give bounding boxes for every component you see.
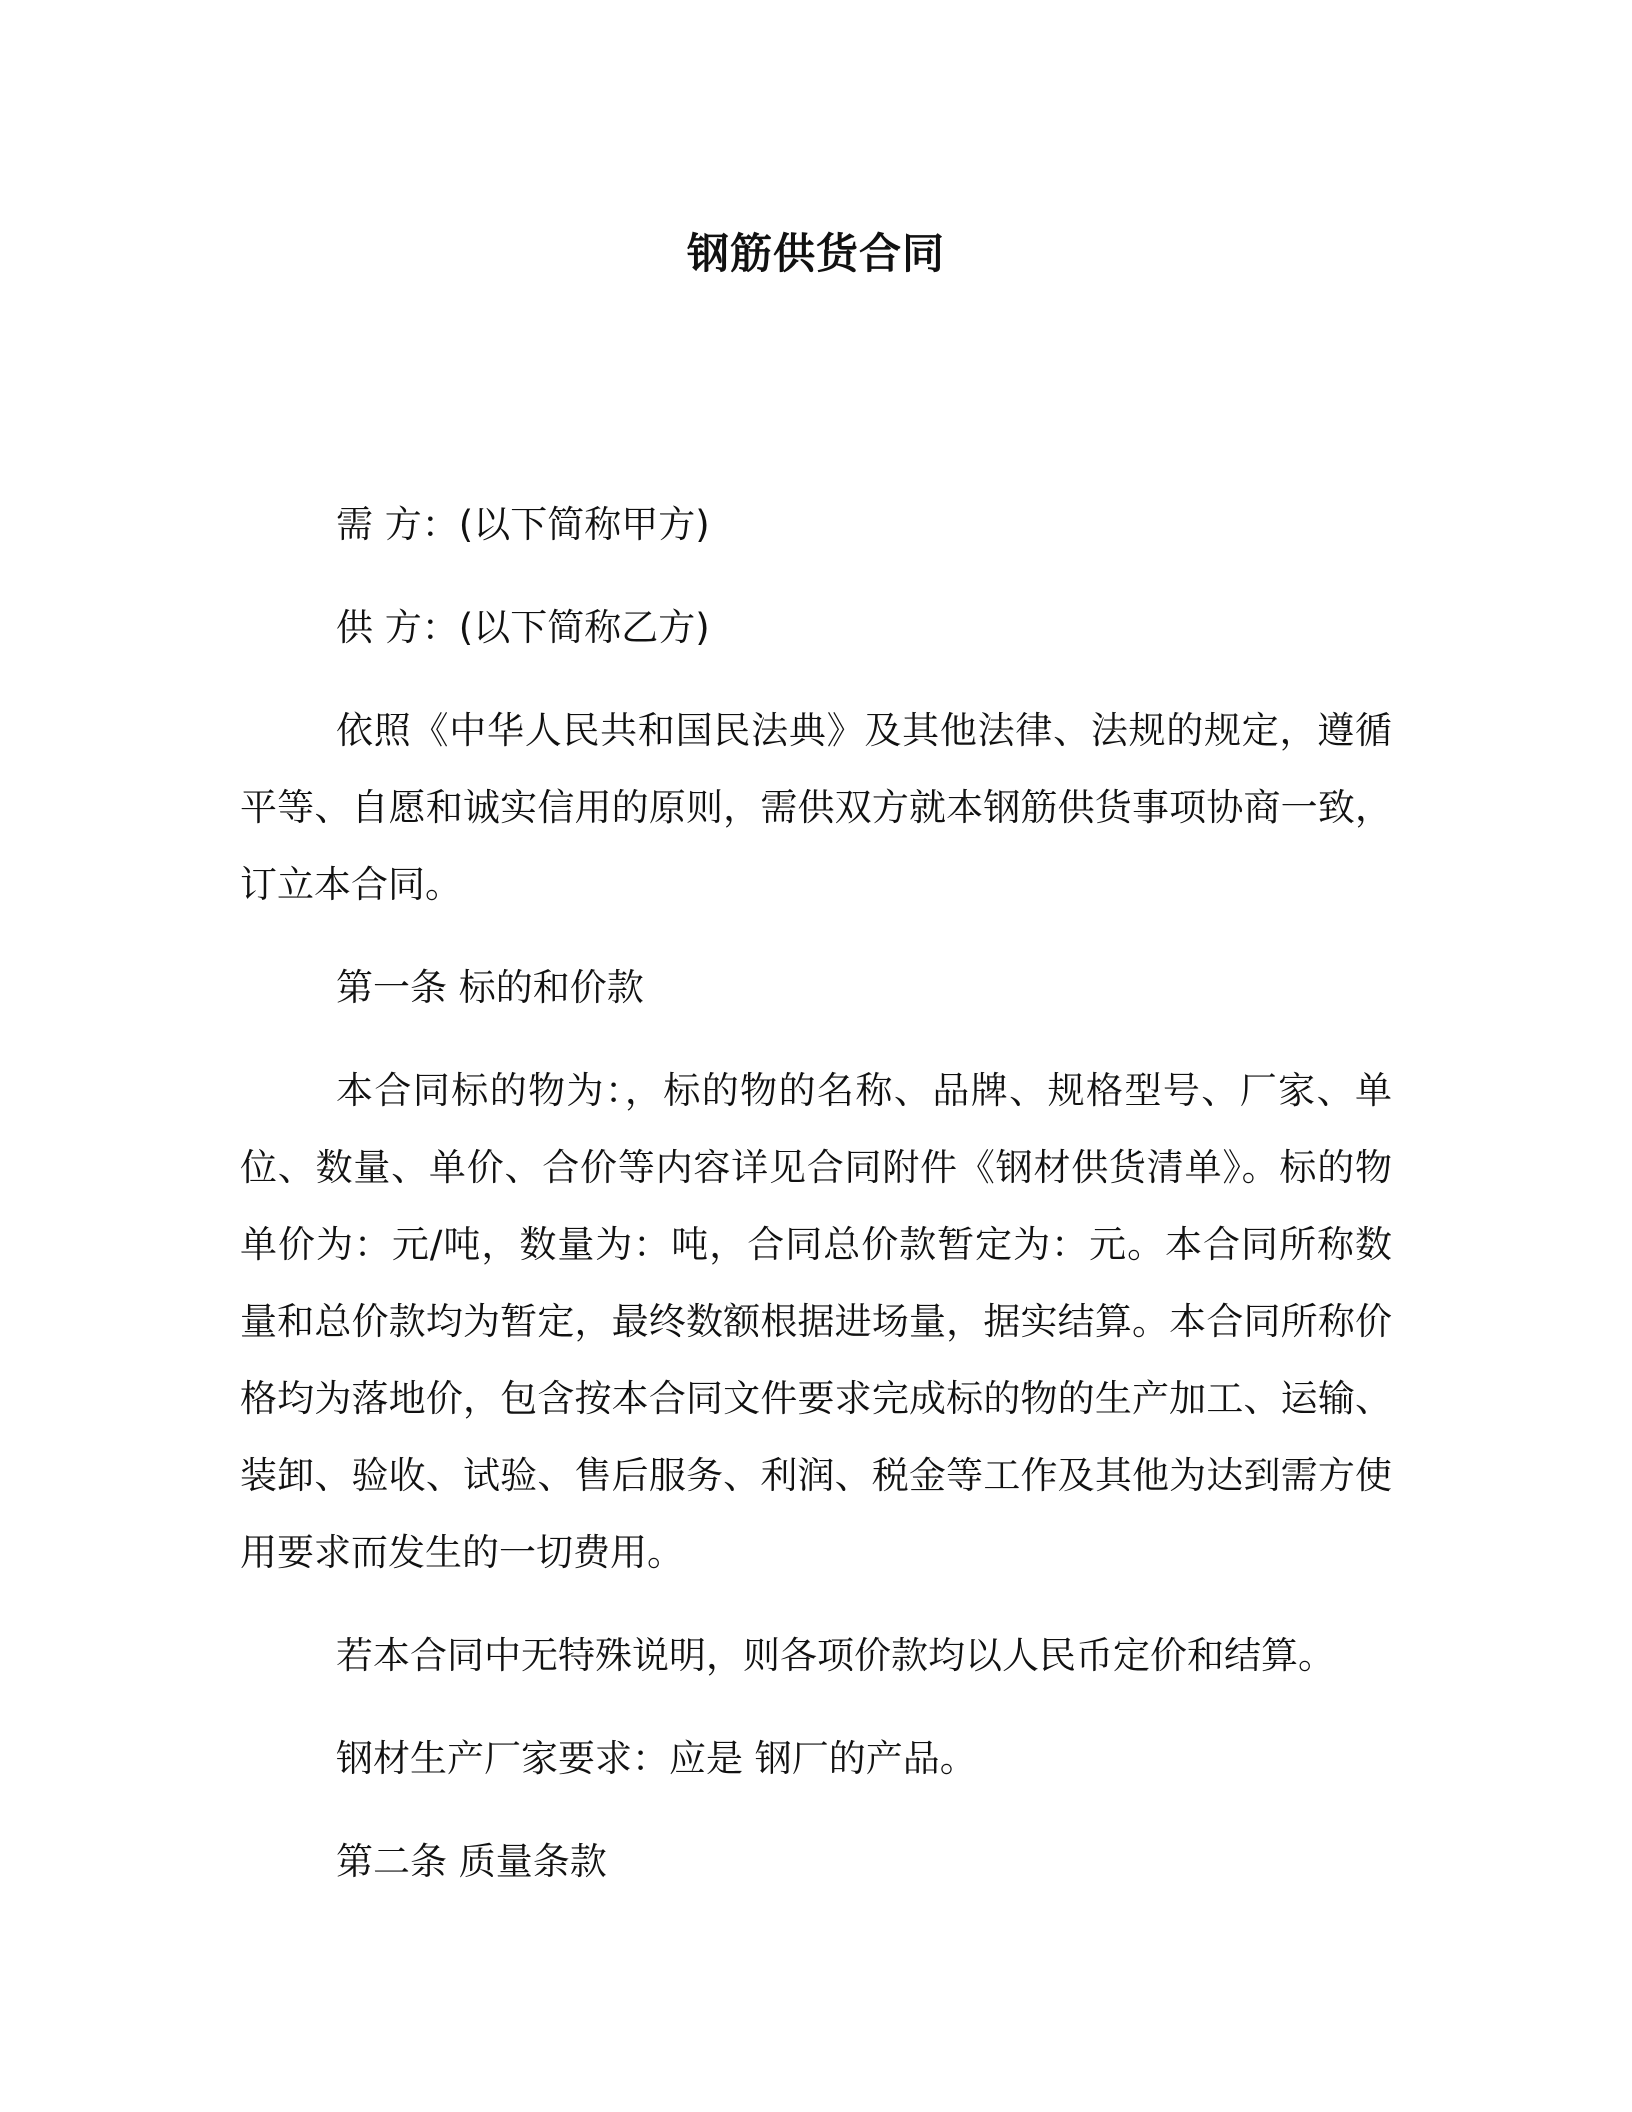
party-b-line: 供 方：(以下简称乙方) — [336, 606, 710, 649]
article-1-paragraph-2: 若本合同中无特殊说明，则各项价款均以人民币定价和结算。 — [336, 1634, 1335, 1677]
document-title: 钢筋供货合同 — [686, 229, 945, 278]
article-1-paragraph-3: 钢材生产厂家要求：应是 钢厂的产品。 — [336, 1737, 977, 1780]
article-2-heading: 第二条 质量条款 — [336, 1840, 607, 1883]
party-a-line: 需 方：(以下简称甲方) — [336, 503, 710, 546]
preamble-paragraph: 依照《中华人民共和国民法典》及其他法律、法规的规定，遵循平等、自愿和诚实信用的原则，需供双方就本钢筋供货事项协商一致，订立本合同。 — [240, 709, 1392, 906]
article-1-paragraph-1: 本合同标的物为：，标的物的名称、品牌、规格型号、厂家、单位、数量、单价、合价等内容详见合同附件《钢材供货清单》。标的物单价为：元/吨，数量为：吨，合同总价款暂定为：元。本合同所称数量和总价款均为暂定，最终数额根据进场量，据实结算。本合同所称价格均为落地价，包含按本合同文件要求完成标的物的生产加工、运输、装卸、验收、试验、售后服务、利润、税金等工作及其他为达到需方使用要求而发生的一切费用。 — [240, 1069, 1392, 1574]
document-body — [240, 486, 1392, 1926]
article-1-heading: 第一条 标的和价款 — [336, 966, 644, 1009]
